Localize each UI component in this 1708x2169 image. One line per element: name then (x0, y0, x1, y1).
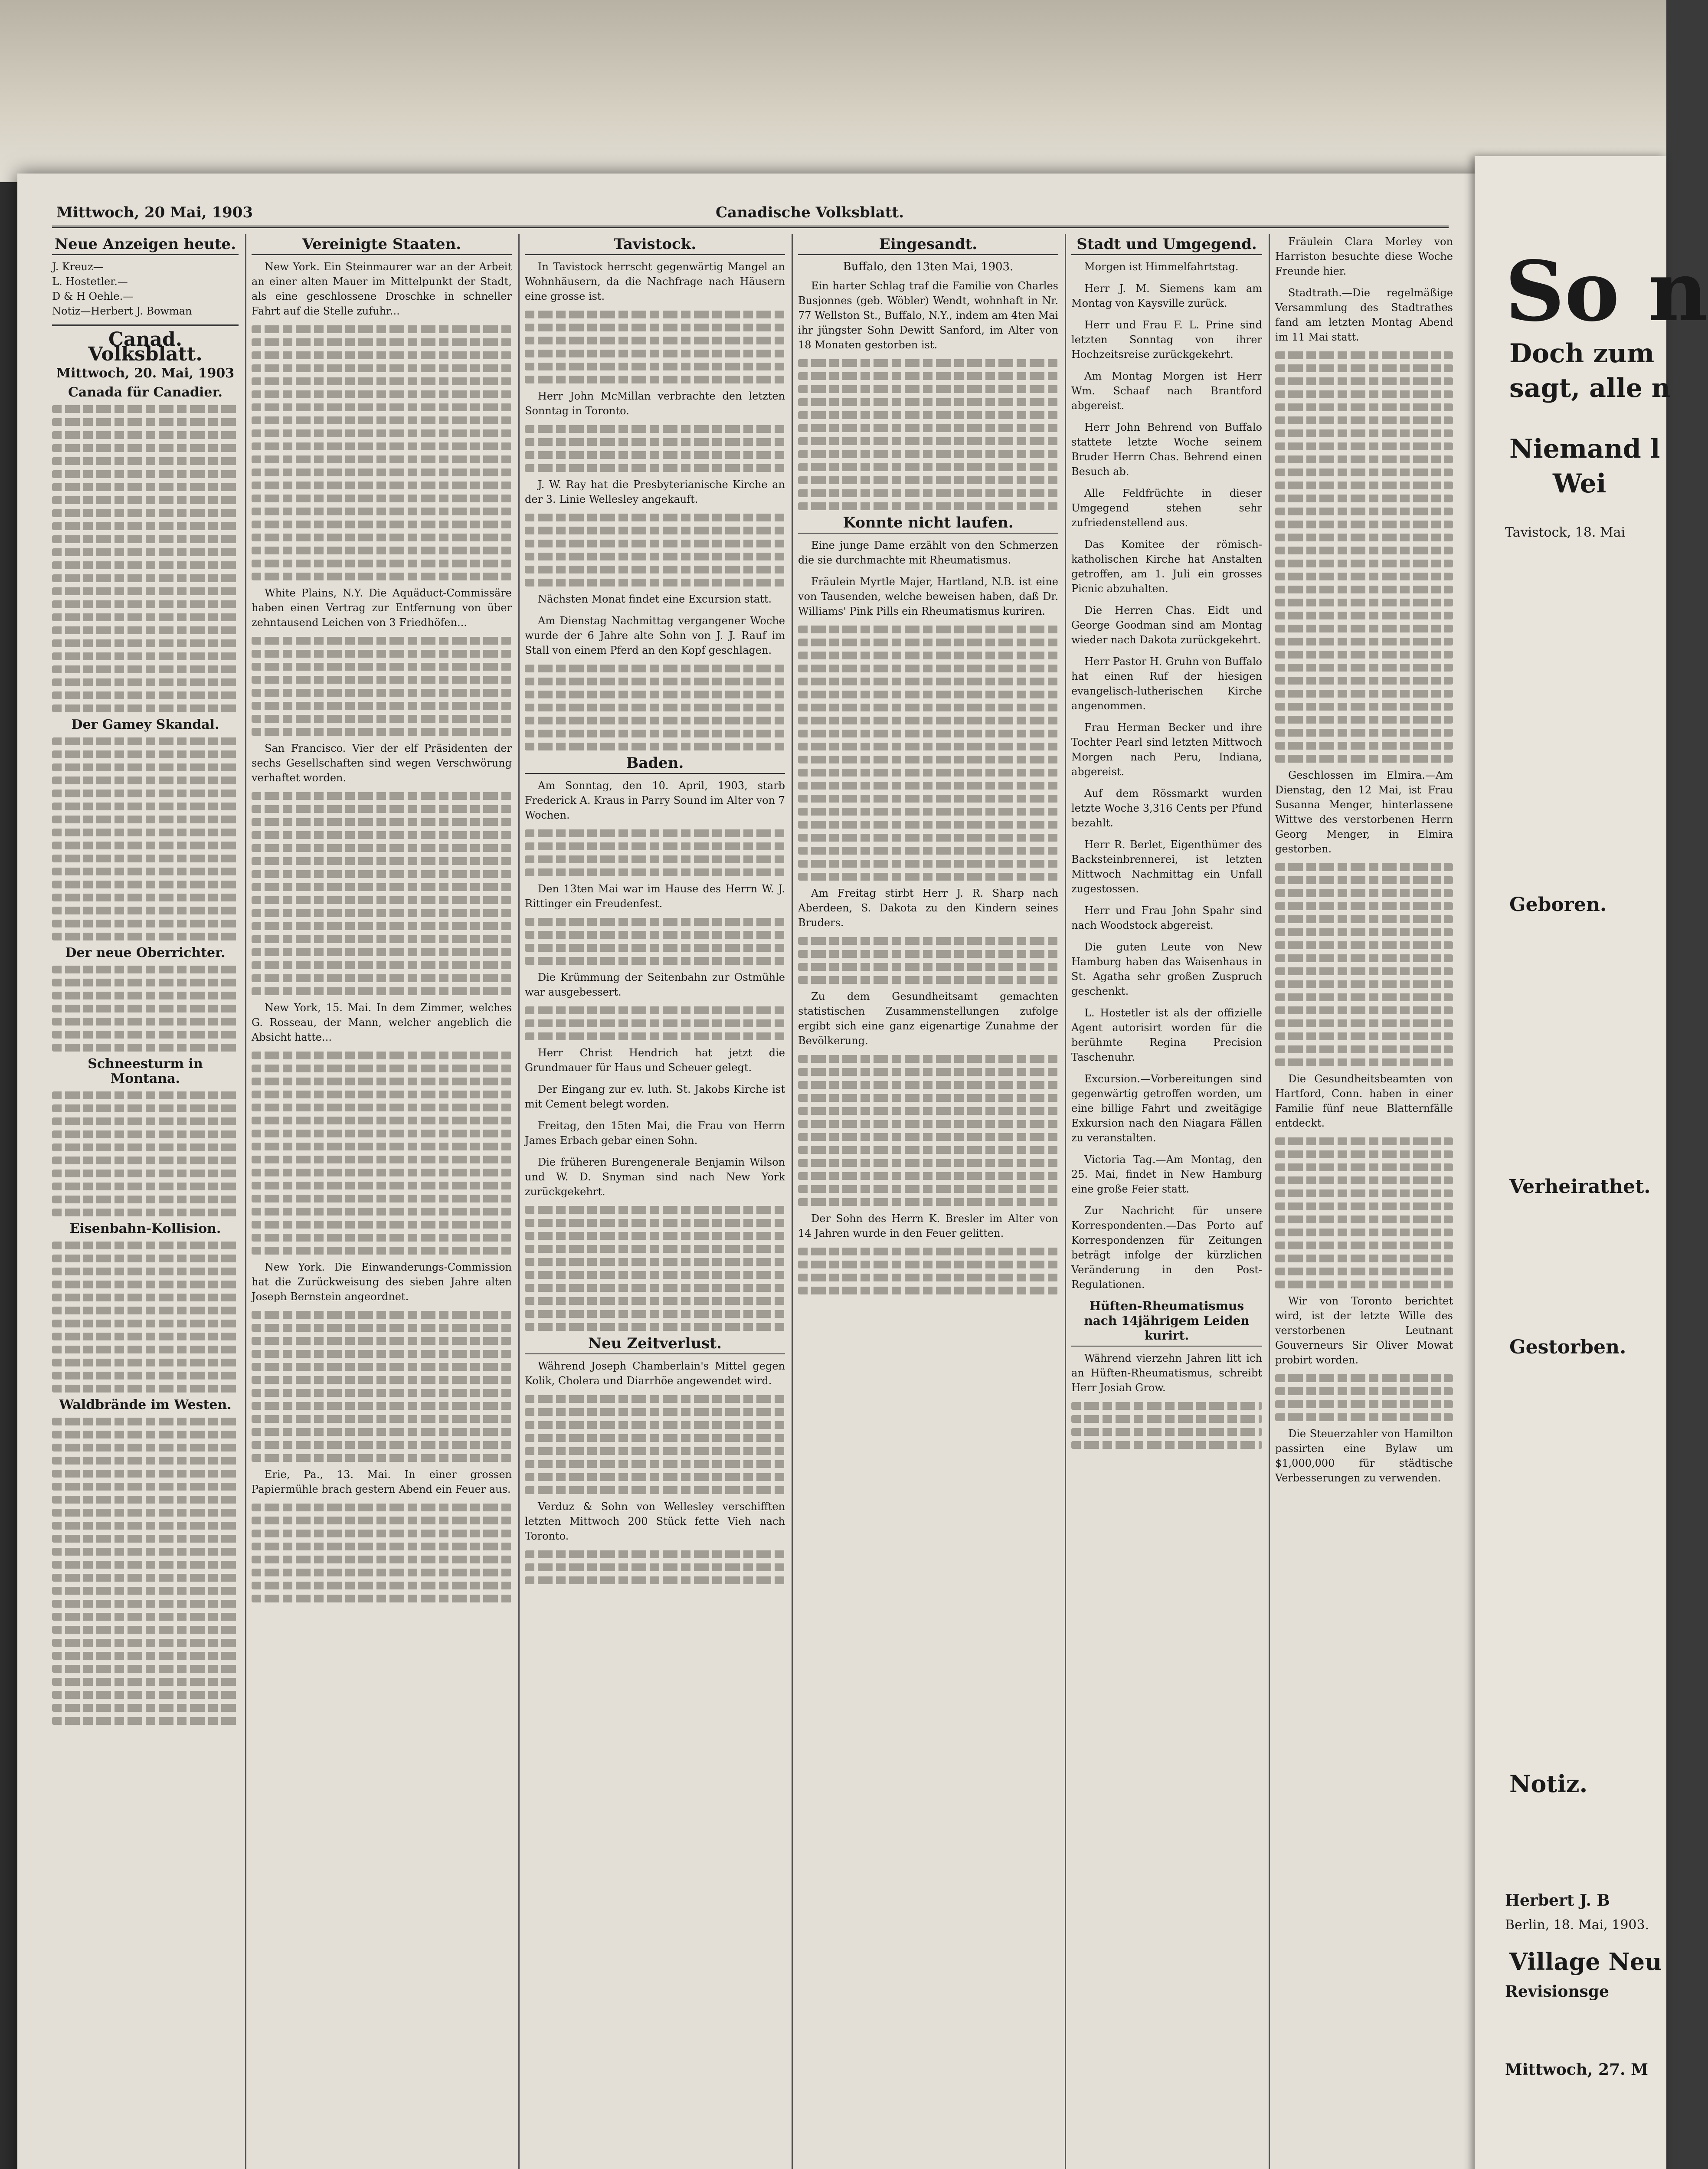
article-paragraph: Am Dienstag Nachmittag vergangener Woche wurde der 6 Jahre alte Sohn von J. J. Rauf im Stall von einem Pferd an den Kopf geschlagen. (525, 615, 785, 656)
article-paragraph: Der Eingang zur ev. luth. St. Jakobs Kirche ist mit Cement belegt worden. (525, 1083, 785, 1110)
section-heading-rheumatismus: Hüften-Rheumatismus nach 14jährigem Leiden kurirt. (1071, 1299, 1262, 1347)
article-paragraph: New York, 15. Mai. In dem Zimmer, welches G. Rosseau, der Mann, welcher angeblich die Absicht hatte... (252, 1002, 512, 1043)
article-paragraph: Zu dem Gesundheitsamt gemachten statistischen Zusammenstellungen zufolge ergibt sich eine ganz eigenartige Zunahme der Bevölkerung. (798, 990, 1058, 1047)
article-heading: Schneesturm in Montana. (88, 1056, 203, 1086)
local-item: Auf dem Rössmarkt wurden letzte Woche 3,316 Cents per Pfund bezahlt. (1071, 787, 1262, 829)
ad-item: D & H Oehle.— (52, 290, 134, 302)
local-item: Herr R. Berlet, Eigenthümer des Backsteinbrennerei, ist letzten Mittwoch Nachmittag ein Unfall zugestossen. (1071, 839, 1262, 895)
local-item: Herr und Frau John Spahr sind nach Woodstock abgereist. (1071, 904, 1262, 931)
adjacent-heading: Verheirathet. (1509, 1176, 1651, 1198)
adjacent-subline: Wei (1553, 469, 1607, 499)
adjacent-page (1475, 156, 1708, 2169)
columns (52, 234, 1457, 2169)
local-item: Herr und Frau F. L. Prine sind letzten Sonntag von ihrer Hochzeitsreise zurückgekehrt. (1071, 319, 1262, 360)
article-paragraph: Der Sohn des Herrn K. Bresler im Alter von 14 Jahren wurde in den Feuer gelitten. (798, 1212, 1058, 1239)
ad-item: Notiz—Herbert J. Bowman (52, 305, 192, 317)
ads-list (52, 259, 239, 318)
paper-title: Canad. Volksblatt. (88, 328, 203, 365)
adjacent-signature: Herbert J. B (1505, 1891, 1610, 1910)
article-heading: Eisenbahn-Kollision. (69, 1221, 221, 1236)
article-paragraph: Verduz & Sohn von Wellesley verschifften letzten Mittwoch 200 Stück fette Vieh nach Toronto. (525, 1501, 785, 1542)
column-5 (1071, 234, 1262, 2169)
local-item: Fräulein Clara Morley von Harriston besuchte diese Woche Freunde hier. (1275, 236, 1453, 277)
adjacent-heading: Notiz. (1509, 1770, 1588, 1798)
local-item: Die Gesundheitsbeamten von Hartford, Conn. haben in einer Familie fünf neue Blatternfälle entdeckt. (1275, 1073, 1453, 1129)
masthead (52, 200, 1449, 228)
adjacent-subline: Niemand l (1509, 434, 1660, 464)
divider (52, 324, 239, 326)
local-item: Die Steuerzahler von Hamilton passirten eine Bylaw um $1,000,000 für städtische Verbesserungen zu verwenden. (1275, 1428, 1453, 1484)
column-3 (525, 234, 785, 2169)
article-paragraph: Fräulein Myrtle Majer, Hartland, N.B. ist eine von Tausenden, welche beweisen haben, daß Dr. Williams' Pink Pills ein Rheumatismus kuriren. (798, 576, 1058, 617)
adjacent-heading: Village Neu (1509, 1948, 1662, 1976)
local-item: Wir von Toronto berichtet wird, ist der letzte Wille des verstorbenen Leutnant Gouverneurs Sir Oliver Mowat probirt worden. (1275, 1295, 1453, 1366)
section-heading-tavistock: Tavistock. (525, 237, 785, 255)
new-ads-heading: Neue Anzeigen heute. (52, 237, 239, 255)
local-item: Herr Pastor H. Gruhn von Buffalo hat einen Ruf der hiesigen evangelisch-lutherischen Kirche angenommen. (1071, 655, 1262, 712)
section-heading-eingesandt: Eingesandt. (798, 237, 1058, 255)
column-rule (1065, 234, 1066, 2169)
adjacent-subheading: Revisionsge (1505, 1982, 1609, 2001)
column-rule (245, 234, 246, 2169)
masthead-title: Canadische Volksblatt. (716, 204, 904, 221)
local-item: L. Hostetler ist als der offizielle Agent autorisirt worden für die berühmte Regina Precision Taschenuhr. (1071, 1007, 1262, 1063)
adjacent-heading: Geboren. (1509, 894, 1607, 916)
adjacent-meeting: Mittwoch, 27. M (1505, 2061, 1648, 2079)
adjacent-heading: Gestorben. (1509, 1336, 1626, 1358)
local-item: Morgen ist Himmelfahrtstag. (1084, 261, 1239, 273)
section-heading-zeitverlust: Neu Zeitverlust. (525, 1336, 785, 1354)
article-paragraph: San Francisco. Vier der elf Präsidenten der sechs Gesellschaften sind wegen Verschwörung verhaftet worden. (252, 742, 512, 784)
article-heading: Der neue Oberrichter. (65, 945, 226, 960)
article-paragraph: Während Joseph Chamberlain's Mittel gegen Kolik, Cholera und Diarrhöe angewendet wird. (525, 1360, 785, 1387)
article-paragraph: Nächsten Monat findet eine Excursion statt. (538, 593, 772, 605)
column-4 (798, 234, 1058, 2169)
ad-item: L. Hostetler.— (52, 275, 128, 288)
article-paragraph: Den 13ten Mai war im Hause des Herrn W. J. Rittinger ein Freudenfest. (525, 883, 785, 910)
ad-item: J. Kreuz— (52, 261, 104, 273)
local-item: Herr J. M. Siemens kam am Montag von Kaysville zurück. (1071, 282, 1262, 309)
masthead-date: Mittwoch, 20 Mai, 1903 (56, 204, 253, 221)
section-heading-stadt: Stadt und Umgegend. (1071, 237, 1262, 255)
section-heading-baden: Baden. (525, 756, 785, 774)
column-1 (52, 234, 239, 2169)
article-paragraph: Am Sonntag, den 10. April, 1903, starb Frederick A. Kraus in Parry Sound im Alter von 7 Wochen. (525, 780, 785, 821)
column-rule (1269, 234, 1270, 2169)
local-item: Am Montag Morgen ist Herr Wm. Schaaf nach Brantford abgereist. (1071, 370, 1262, 412)
adjacent-headline: So n (1505, 243, 1708, 340)
article-paragraph: J. W. Ray hat die Presbyterianische Kirche an der 3. Linie Wellesley angekauft. (525, 478, 785, 505)
dateline: Buffalo, den 13ten Mai, 1903. (843, 260, 1014, 273)
article-heading: Canada für Canadier. (68, 385, 222, 400)
article-paragraph: New York. Ein Steinmaurer war an der Arbeit an einer alten Mauer im Mittelpunkt der Stadt, als eine geschlossene Droschke in schneller Fahrt auf die Stelle zufuhr... (252, 261, 512, 317)
article-paragraph: Die Krümmung der Seitenbahn zur Ostmühle war ausgebessert. (525, 971, 785, 998)
article-heading: Der Gamey Skandal. (71, 717, 219, 732)
article-paragraph: In Tavistock herrscht gegenwärtig Mangel an Wohnhäusern, da die Nachfrage nach Häusern eine grosse ist. (525, 261, 785, 302)
local-item: Zur Nachricht für unsere Korrespondenten.—Das Porto auf Korrespondenzen für Zeitungen beträgt infolge der kürzlichen Veränderung in den Post-Regulationen. (1071, 1205, 1262, 1291)
column-6 (1275, 234, 1453, 2169)
local-item: Herr John Behrend von Buffalo stattete letzte Woche seinem Bruder Herrn Chas. Behrend einen Besuch ab. (1071, 421, 1262, 478)
local-item: Während vierzehn Jahren litt ich an Hüften-Rheumatismus, schreibt Herr Josiah Grow. (1071, 1352, 1262, 1394)
adjacent-subline: Doch zum (1509, 338, 1655, 369)
article-paragraph: White Plains, N.Y. Die Aquäduct-Commissäre haben einen Vertrag zur Entfernung von über zehntausend Leichen von 3 Friedhöfen... (252, 587, 512, 629)
local-item: Victoria Tag.—Am Montag, den 25. Mai, findet in New Hamburg eine große Feier statt. (1071, 1153, 1262, 1195)
torn-top-margin (0, 0, 1666, 182)
local-item: Frau Herman Becker und ihre Tochter Pearl sind letzten Mittwoch Morgen nach Peru, Indiana, abgereist. (1071, 721, 1262, 778)
article-paragraph: Erie, Pa., 13. Mai. In einer grossen Papiermühle brach gestern Abend ein Feuer aus. (252, 1468, 512, 1495)
article-heading: Waldbrände im Westen. (59, 1397, 232, 1412)
section-heading-us: Vereinigte Staaten. (252, 237, 512, 255)
adjacent-place: Berlin, 18. Mai, 1903. (1505, 1917, 1649, 1933)
adjacent-subline: sagt, alle n (1509, 373, 1671, 403)
article-paragraph: New York. Die Einwanderungs-Commission hat die Zurückweisung des sieben Jahre alten Joseph Bernstein angeordnet. (252, 1261, 512, 1303)
local-item: Geschlossen im Elmira.—Am Dienstag, den 12 Mai, ist Frau Susanna Menger, hinterlassene Wittwe des verstorbenen Herrn Georg Menger, in Elmira gestorben. (1275, 769, 1453, 855)
article-paragraph: Eine junge Dame erzählt von den Schmerzen die sie durchmachte mit Rheumatismus. (798, 539, 1058, 566)
local-item: Stadtrath.—Die regelmäßige Versammlung des Stadtrathes fand am letzten Montag Abend im 11 Mai statt. (1275, 287, 1453, 343)
article-paragraph: Am Freitag stirbt Herr J. R. Sharp nach Aberdeen, S. Dakota zu den Kindern seines Bruders. (798, 887, 1058, 929)
article-paragraph: Herr John McMillan verbrachte den letzten Sonntag in Toronto. (525, 390, 785, 417)
column-2 (252, 234, 512, 2169)
date-line: Mittwoch, 20. Mai, 1903 (56, 366, 235, 381)
column-rule (792, 234, 793, 2169)
column-rule (518, 234, 520, 2169)
article-paragraph: Freitag, den 15ten Mai, die Frau von Herrn James Erbach gebar einen Sohn. (525, 1120, 785, 1147)
local-item: Excursion.—Vorbereitungen sind gegenwärtig getroffen worden, um eine billige Fahrt und zweitägige Exkursion nach den Niagara Fällen zu veranstalten. (1071, 1073, 1262, 1144)
article-paragraph: Ein harter Schlag traf die Familie von Charles Busjonnes (geb. Wöbler) Wendt, wohnhaft in Nr. 77 Wellston St., Buffalo, N.Y., indem am 4ten Mai ihr jüngster Sohn Dewitt Sanford, im Alter von 18 Monaten gestorben ist. (798, 280, 1059, 351)
local-item: Die guten Leute von New Hamburg haben das Waisenhaus in St. Agatha sehr großen Zuspruch geschenkt. (1071, 941, 1262, 997)
adjacent-dateline: Tavistock, 18. Mai (1505, 525, 1626, 540)
section-heading-laufen: Konnte nicht laufen. (798, 515, 1058, 534)
local-item: Alle Feldfrüchte in dieser Umgegend stehen sehr zufriedenstellend aus. (1071, 487, 1262, 529)
local-item: Die Herren Chas. Eidt und George Goodman sind am Montag wieder nach Dakota zurückgekehrt. (1071, 604, 1262, 646)
article-paragraph: Die früheren Burengenerale Benjamin Wilson und W. D. Snyman sind nach New York zurückgekehrt. (525, 1156, 785, 1198)
article-paragraph: Herr Christ Hendrich hat jetzt die Grundmauer für Haus und Scheuer gelegt. (525, 1047, 785, 1074)
local-item: Das Komitee der römisch-katholischen Kirche hat Anstalten getroffen, am 1. Juli ein grosses Picnic abzuhalten. (1071, 538, 1262, 595)
